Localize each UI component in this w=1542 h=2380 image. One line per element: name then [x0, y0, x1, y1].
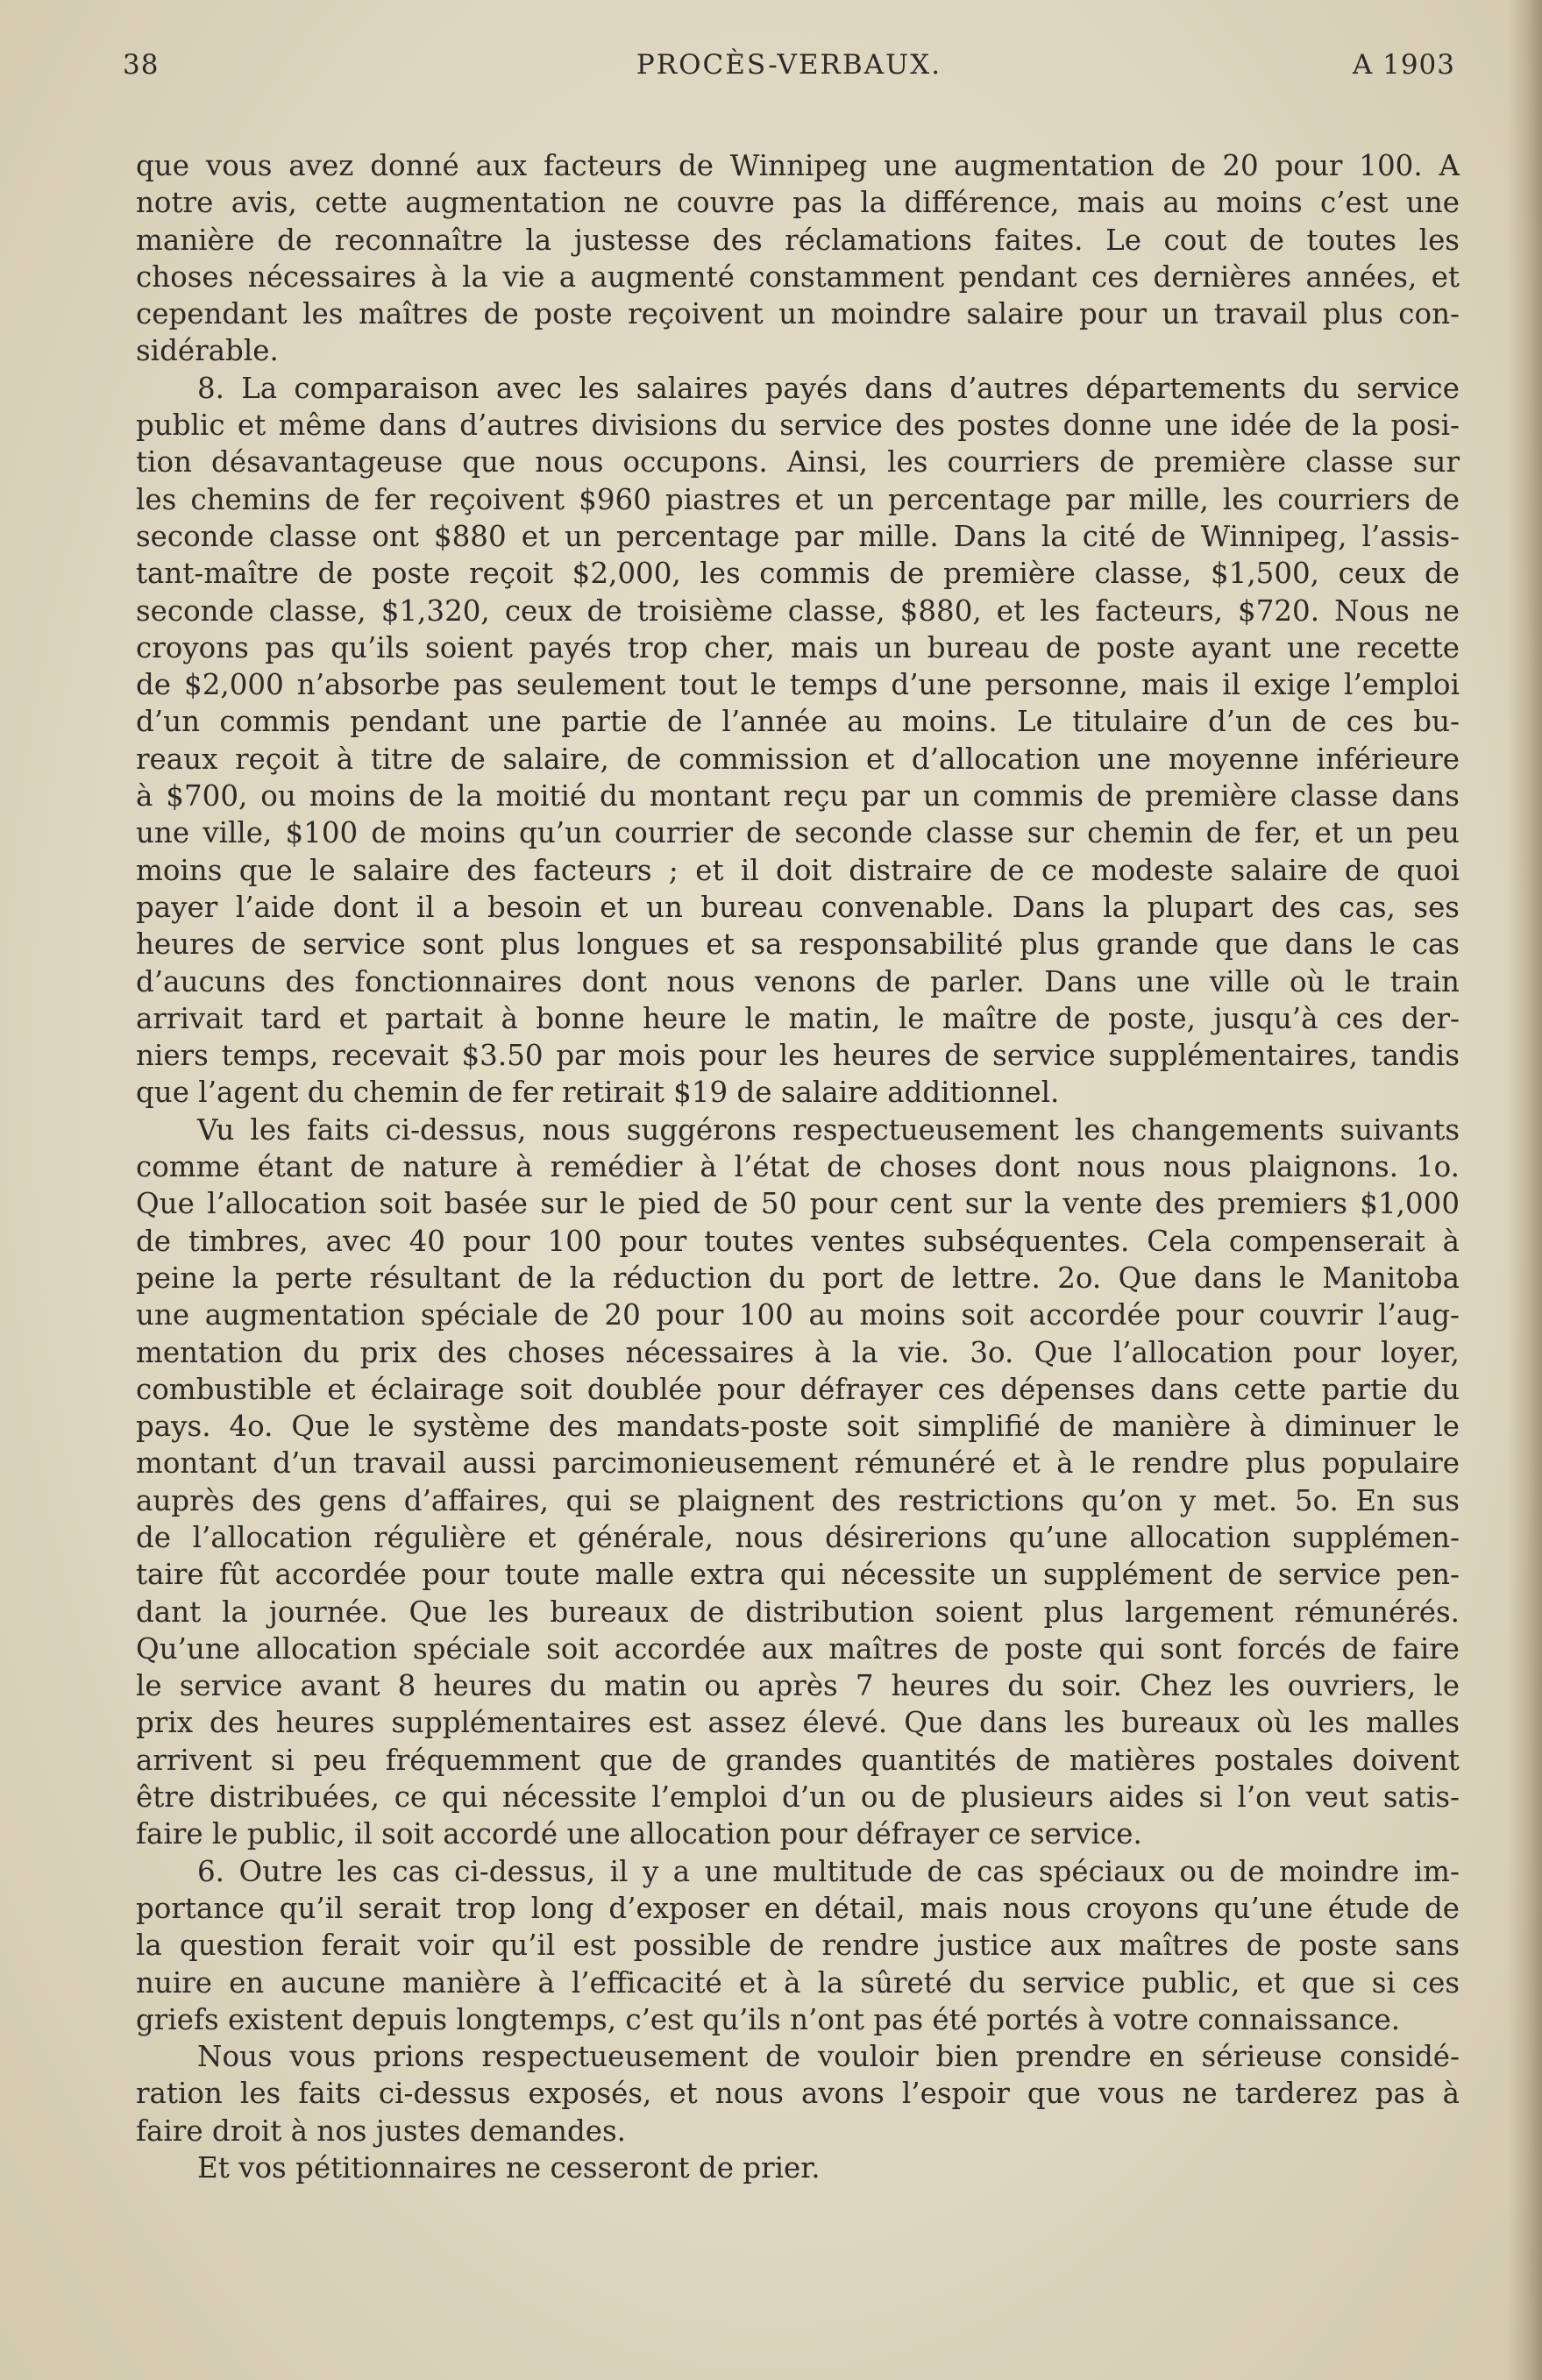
text-line: heures de service sont plus longues et sa responsabilité plus grande que dans le cas: [136, 927, 1460, 962]
text-line: Qu’une allocation spéciale soit accordée aux maîtres de poste qui sont forcés de faire: [136, 1631, 1460, 1666]
page-number: 38: [123, 49, 160, 81]
text-line: notre avis, cette augmentation ne couvre pas la différence, mais au moins c’est une: [136, 186, 1460, 220]
text-line: Et vos pétitionnaires ne cesseront de prier.: [197, 2151, 821, 2185]
text-line: auprès des gens d’affaires, qui se plaignent des restrictions qu’on y met. 5o. En sus: [136, 1483, 1460, 1517]
text-line: être distribuées, ce qui nécessite l’emploi d’un ou de plusieurs aides si l’on veut satis-: [136, 1780, 1460, 1815]
text-line: 6. Outre les cas ci-dessus, il y a une multitude de cas spéciaux ou de moindre im-: [197, 1854, 1460, 1888]
text-line: tant-maître de poste reçoit $2,000, les commis de première classe, $1,500, ceux de: [136, 557, 1460, 591]
text-line: prix des heures supplémentaires est assez élevé. Que dans les bureaux où les malles: [136, 1706, 1460, 1740]
text-line: choses nécessaires à la vie a augmenté constamment pendant ces dernières années, et: [136, 259, 1460, 294]
text-line: cependant les maîtres de poste reçoivent un moindre salaire pour un travail plus con-: [136, 297, 1460, 331]
text-line: faire le public, il soit accordé une allocation pour défrayer ce service.: [136, 1817, 1142, 1851]
text-line: payer l’aide dont il a besoin et un bureau convenable. Dans la plupart des cas, ses: [136, 890, 1460, 924]
text-line: taire fût accordée pour toute malle extra qui nécessite un supplément de service pen-: [136, 1558, 1460, 1592]
text-line: arrivent si peu fréquemment que de grandes quantités de matières postales doivent: [136, 1743, 1460, 1777]
text-line: ration les faits ci-dessus exposés, et nous avons l’espoir que vous ne tarderez pas à: [136, 2077, 1460, 2111]
text-line: mentation du prix des choses nécessaires à la vie. 3o. Que l’allocation pour loyer,: [136, 1335, 1460, 1369]
text-line: le service avant 8 heures du matin ou après 7 heures du soir. Chez les ouvriers, le: [136, 1669, 1460, 1703]
text-line: portance qu’il serait trop long d’exposer en détail, mais nous croyons qu’une étude de: [136, 1891, 1460, 1925]
running-header: [123, 49, 1455, 88]
text-line: Nous vous prions respectueusement de vouloir bien prendre en sérieuse considé-: [197, 2040, 1460, 2074]
text-line: que l’agent du chemin de fer retirait $19 de salaire additionnel.: [136, 1076, 1060, 1110]
text-line: 8. La comparaison avec les salaires payés dans d’autres départements du service: [197, 371, 1460, 405]
paragraph: [136, 1853, 1460, 2038]
text-line: d’un commis pendant une partie de l’année au moins. Le titulaire d’un de ces bu-: [136, 705, 1460, 739]
text-line: faire droit à nos justes demandes.: [136, 2114, 627, 2148]
text-line: seconde classe ont $880 et un percentage par mille. Dans la cité de Winnipeg, l’assis-: [136, 519, 1460, 553]
text-line: comme étant de nature à remédier à l’état de choses dont nous nous plaignons. 1o.: [136, 1150, 1460, 1184]
text-line: public et même dans d’autres divisions du service des postes donne une idée de la posi-: [136, 409, 1460, 443]
text-line: moins que le salaire des facteurs ; et il doit distraire de ce modeste salaire de quoi: [136, 853, 1460, 887]
text-line: pays. 4o. Que le système des mandats-poste soit simplifié de manière à diminuer le: [136, 1410, 1460, 1444]
paragraph: [136, 2038, 1460, 2149]
text-line: tion désavantageuse que nous occupons. Ainsi, les courriers de première classe sur: [136, 445, 1460, 480]
text-line: niers temps, recevait $3.50 par mois pour les heures de service supplémentaires, tandis: [136, 1039, 1460, 1073]
paragraph: [136, 2149, 1460, 2186]
text-line: d’aucuns des fonctionnaires dont nous venons de parler. Dans une ville où le train: [136, 964, 1460, 998]
text-line: une ville, $100 de moins qu’un courrier de seconde classe sur chemin de fer, et un peu: [136, 816, 1460, 850]
text-line: de $2,000 n’absorbe pas seulement tout le temps d’une personne, mais il exige l’emploi: [136, 668, 1460, 702]
text-line: les chemins de fer reçoivent $960 piastres et un percentage par mille, les courriers de: [136, 482, 1460, 516]
page-edge-shadow: [1507, 0, 1542, 2380]
header-title: PROCÈS-VERBAUX.: [636, 49, 942, 81]
header-year: A 1903: [1352, 49, 1455, 81]
text-line: à $700, ou moins de la moitié du montant reçu par un commis de première classe dans: [136, 779, 1460, 813]
text-line: reaux reçoit à titre de salaire, de commission et d’allocation une moyenne inférieure: [136, 742, 1460, 776]
text-line: griefs existent depuis longtemps, c’est qu’ils n’ont pas été portés à votre connaissance.: [136, 2002, 1401, 2036]
text-line: que vous avez donné aux facteurs de Winnipeg une augmentation de 20 pour 100. A: [136, 149, 1460, 182]
text-line: arrivait tard et partait à bonne heure le matin, le maître de poste, jusqu’à ces der-: [136, 1001, 1460, 1035]
body-text: [136, 147, 1460, 2186]
text-line: la question ferait voir qu’il est possible de rendre justice aux maîtres de poste sans: [136, 1929, 1460, 1963]
text-line: Que l’allocation soit basée sur le pied de 50 pour cent sur la vente des premiers $1,000: [136, 1187, 1460, 1221]
text-line: de l’allocation régulière et générale, nous désirerions qu’une allocation supplémen-: [136, 1520, 1460, 1554]
text-line: nuire en aucune manière à l’efficacité et à la sûreté du service public, et que si ces: [136, 1965, 1460, 2000]
paragraph: [136, 370, 1460, 1112]
text-line: une augmentation spéciale de 20 pour 100 au moins soit accordée pour couvrir l’aug-: [136, 1298, 1460, 1332]
text-line: seconde classe, $1,320, ceux de troisième classe, $880, et les facteurs, $720. Nous ne: [136, 593, 1460, 628]
text-line: Vu les faits ci-dessus, nous suggérons respectueusement les changements suivants: [197, 1112, 1460, 1147]
paragraph: [136, 1112, 1460, 1853]
text-line: sidérable.: [136, 334, 279, 368]
text-line: manière de reconnaître la justesse des réclamations faites. Le cout de toutes les: [136, 223, 1460, 257]
text-line: montant d’un travail aussi parcimonieusement rémunéré et à le rendre plus populaire: [136, 1446, 1460, 1481]
text-line: croyons pas qu’ils soient payés trop cher, mais un bureau de poste ayant une recette: [136, 630, 1460, 664]
text-line: combustible et éclairage soit doublée pour défrayer ces dépenses dans cette partie du: [136, 1372, 1460, 1406]
text-line: dant la journée. Que les bureaux de distribution soient plus largement rémunérés.: [136, 1595, 1460, 1629]
paragraph: [136, 147, 1460, 370]
text-line: peine la perte résultant de la réduction du port de lettre. 2o. Que dans le Manitoba: [136, 1261, 1460, 1295]
text-line: de timbres, avec 40 pour 100 pour toutes ventes subséquentes. Cela compenserait à: [136, 1224, 1460, 1258]
